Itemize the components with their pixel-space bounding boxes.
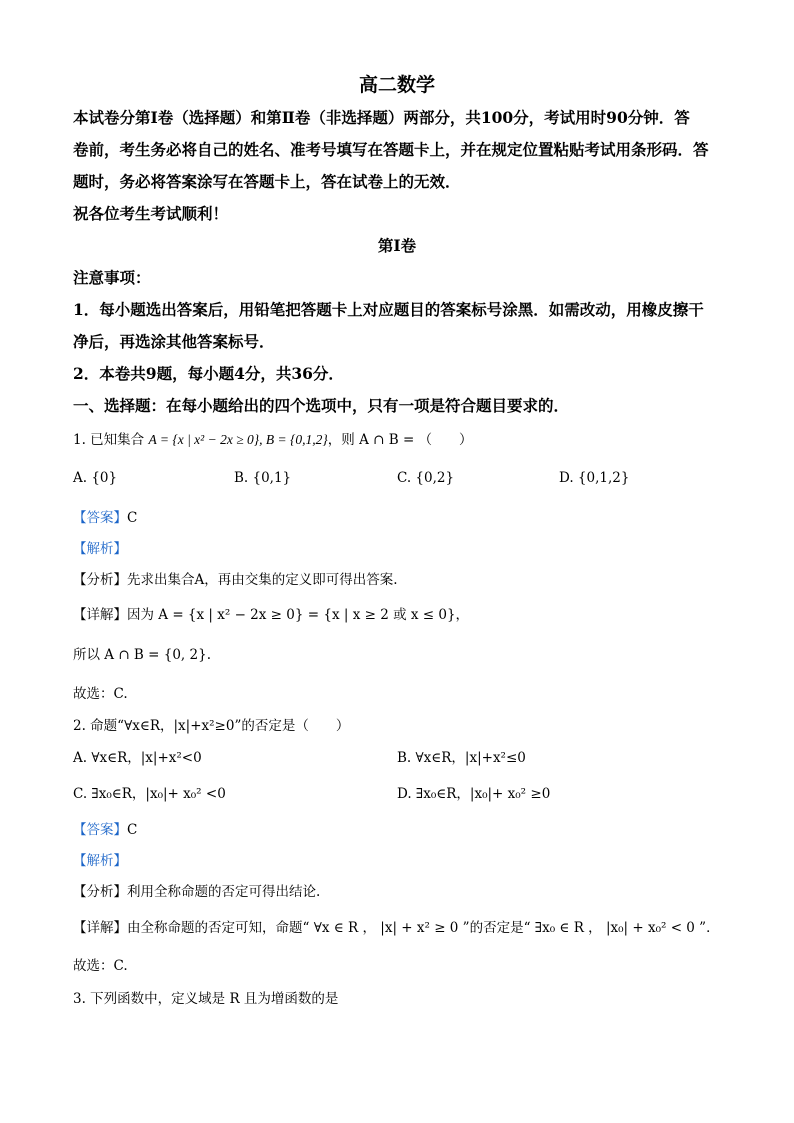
question-3-stem: 3. 下列函数中，定义域是 R 且为增函数的是	[73, 991, 339, 1007]
page-title: 高二数学	[358, 74, 435, 96]
notice-heading: 注意事项：	[73, 268, 151, 287]
q2-analysis-tag: 【解析】	[73, 853, 127, 869]
question-1-stem	[73, 428, 473, 448]
intro-line-3: 题时，务必将答案涂写在答题卡上，答在试卷上的无效．	[73, 172, 461, 191]
q1-detail-text: 因为 A = {x | x² − 2x ≥ 0} = {x | x ≥ 2 或 x ≤ 0}，	[127, 607, 470, 623]
notice-item-2: 2．本卷共9题，每小题4分，共36分．	[73, 364, 344, 383]
q2-conclusion: 故选：C.	[73, 958, 128, 974]
q2-option-c: C. ∃x₀∈R，|x₀|+ x₀² <0	[73, 786, 226, 802]
q2-answer: C	[127, 822, 138, 838]
q2-answer-line	[73, 818, 137, 838]
q1-detail-tag: 【详解】	[73, 607, 127, 623]
q2-fenxi-tag: 【分析】	[73, 884, 127, 900]
section-title: 第Ⅰ卷	[377, 236, 417, 255]
q2-detail-text: 由全称命题的否定可知，命题“ ∀x ∈ R ， |x| + x² ≥ 0 ”的否定是“ ∃x₀ ∈ R ， |x₀| + x₀² < 0 ”．	[127, 920, 720, 936]
question-2-stem: 2. 命题“∀x∈R，|x|+x²≥0”的否定是（ ）	[73, 718, 350, 734]
q1-answer-line	[73, 506, 137, 526]
notice-item-1-line-2: 净后，再选涂其他答案标号．	[73, 332, 275, 351]
q1-option-d: D. {0,1,2}	[559, 470, 630, 486]
q1-analysis-line	[73, 537, 127, 557]
intro-line-1: 本试卷分第Ⅰ卷（选择题）和第Ⅱ卷（非选择题）两部分，共100分，考试用时90分钟．答	[73, 108, 690, 127]
q1-so-line: 所以 A ∩ B = {0, 2}.	[73, 647, 211, 663]
part-heading: 一、选择题：在每小题给出的四个选项中，只有一项是符合题目要求的．	[73, 396, 570, 415]
q1-fenxi-line	[73, 568, 398, 588]
q1-option-a: A. {0}	[73, 470, 118, 486]
wish-line: 祝各位考生考试顺利！	[73, 204, 229, 223]
notice-item-1-line-1: 1．每小题选出答案后，用铅笔把答题卡上对应题目的答案标号涂黑．如需改动，用橡皮擦干	[73, 300, 704, 319]
q2-option-d: D. ∃x₀∈R，|x₀|+ x₀² ≥0	[397, 786, 551, 802]
q2-fenxi-text: 利用全称命题的否定可得出结论.	[127, 884, 321, 900]
q2-detail-line	[73, 916, 720, 936]
question-1-suffix: ，则 A ∩ B = （ ）	[327, 432, 473, 448]
q2-detail-tag: 【详解】	[73, 920, 127, 936]
q1-analysis-tag: 【解析】	[73, 541, 127, 557]
q1-answer: C	[127, 510, 138, 526]
q1-conclusion: 故选：C.	[73, 686, 128, 702]
q2-fenxi-line	[73, 880, 320, 900]
q1-fenxi-tag: 【分析】	[73, 572, 127, 588]
q1-answer-tag: 【答案】	[73, 510, 127, 526]
q2-option-b: B. ∀x∈R，|x|+x²≤0	[397, 750, 526, 766]
q2-analysis-line	[73, 849, 127, 869]
question-1-prefix: 1. 已知集合	[73, 432, 149, 448]
q2-option-a: A. ∀x∈R，|x|+x²<0	[73, 750, 202, 766]
q2-answer-tag: 【答案】	[73, 822, 127, 838]
question-1-math: A = {x | x² − 2x ≥ 0}, B = {0,1,2}	[148, 432, 328, 447]
q1-option-b: B. {0,1}	[234, 470, 292, 486]
q1-detail-line	[73, 603, 469, 623]
intro-line-2: 卷前，考生务必将自己的姓名、准考号填写在答题卡上，并在规定位置粘贴考试用条形码．答	[73, 140, 709, 159]
q1-option-c: C. {0,2}	[397, 470, 455, 486]
q1-fenxi-text: 先求出集合A，再由交集的定义即可得出答案.	[127, 572, 398, 588]
